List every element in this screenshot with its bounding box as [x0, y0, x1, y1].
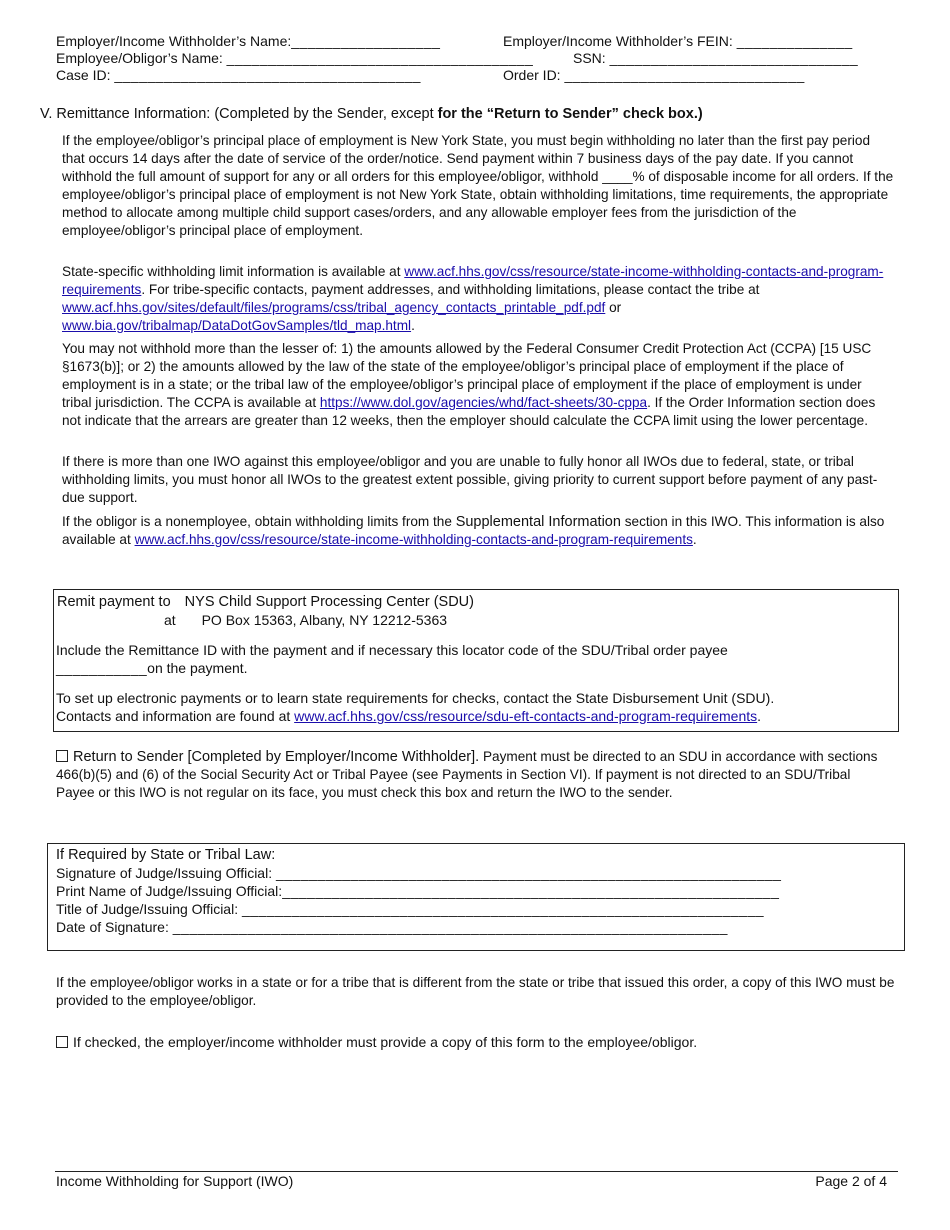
tribal-contacts-link[interactable]: www.acf.hhs.gov/sites/default/files/programs/css/tribal_agency_contacts_printable_pdf.pdf [62, 300, 606, 315]
employer-fein-label: Employer/Income Withholder’s FEIN: [503, 33, 733, 49]
p2-text-b: . For tribe-specific contacts, payment addresses, and withholding limitations, please contact the tribe at [141, 282, 760, 297]
signature-box [47, 843, 905, 951]
footer-page-number: Page 2 of 4 [815, 1173, 887, 1189]
include-remittance-text: on the payment. [147, 660, 248, 676]
ssn-label: SSN: [573, 50, 606, 66]
paragraph-ccpa-limits [62, 340, 894, 430]
p3-text-a: You may not withhold more than the lesser of: 1) the amounts allowed by the Federal Consumer Credit Protection Act (CCPA) [15 USC §1673(b)]; or 2) the amounts allowed by the law of the state of the employee/obligor’s principal place of employment if the place of employment is in a state; or the tribal law of the employee/obligor’s principal place of employment if the place of employment is under tribal jurisdiction. The CCPA is available at [62, 341, 872, 410]
section-v-heading [40, 105, 703, 123]
employer-fein-blank[interactable]: ______________ [736, 33, 853, 49]
return-to-sender-text: Payment must be directed to an SDU in accordance with sections 466(b)(5) and (6) of the Social Security Act or Tribal Payee (see Payments in Section VI). If payment is not directed to an SDU/Tribal Payee or this IWO is not regular on its face, you must check this box and return the IWO to the sender. [56, 749, 878, 800]
date-field [56, 918, 728, 936]
date-blank[interactable]: ___________________________________________________________________ [172, 919, 728, 935]
footer-form-name: Income Withholding for Support (IWO) [56, 1173, 294, 1189]
electronic-text-b: . [757, 708, 762, 724]
electronic-payments-line2 [56, 707, 761, 725]
return-to-sender-section [56, 748, 892, 802]
return-to-sender-label: Return to Sender [Completed by Employer/Income Withholder]. [73, 749, 480, 765]
signature-field [56, 864, 781, 882]
paragraph-nonemployee [62, 513, 894, 549]
include-remittance-line1: Include the Remittance ID with the payment and if necessary this locator code of the SDU/Tribal order payee [56, 642, 728, 658]
case-id-blank[interactable]: _____________________________________ [114, 67, 421, 83]
remit-address: PO Box 15363, Albany, NY 12212-5363 [201, 612, 448, 628]
signature-blank[interactable]: _____________________________________________________________ [275, 865, 782, 881]
copy-checkbox-row [56, 1033, 697, 1051]
return-to-sender-checkbox[interactable] [56, 750, 68, 762]
title-label: Title of Judge/Issuing Official: [56, 901, 239, 917]
section-v-heading-bold: for the “Return to Sender” check box.) [437, 106, 703, 122]
paragraph-new-york-withholding: If the employee/obligor’s principal place of employment is New York State, you must begin withholding no later than the first pay period that occurs 14 days after the date of service of the order/notice. Send payment within 7 business days of the pay date. If you cannot withhold the full amount of support for any or all orders for this employee/obligor, withhold ____% of disposable income for all orders. If the employee/obligor’s principal place of employment is not New York State, obtain withholding limitations, time requirements, the appropriate method to allocate among multiple child support cases/orders, and any allowable employer fees from the jurisdiction of the employee/obligor’s principal place of employment. [62, 133, 894, 238]
ccpa-fact-sheet-link[interactable]: https://www.dol.gov/agencies/whd/fact-sheets/30-cppa [319, 395, 648, 410]
ssn-blank[interactable]: ______________________________ [609, 50, 859, 66]
title-blank[interactable]: _______________________________________________________________ [241, 901, 765, 917]
state-withholding-link[interactable]: www.acf.hhs.gov/css/resource/state-income-withholding-contacts-and-program-requirements [62, 264, 884, 297]
p2-text-c: or [605, 300, 622, 315]
electronic-text-a: Contacts and information are found at [56, 708, 295, 724]
p5-supplemental-info: Supplemental Information [455, 514, 621, 530]
copy-form-checkbox[interactable] [56, 1036, 68, 1048]
case-id-label: Case ID: [56, 67, 111, 83]
p5-text-c: section in this IWO. This information is also available at [62, 514, 885, 547]
employee-name-label: Employee/Obligor’s Name: [56, 50, 223, 66]
tribal-map-link[interactable]: www.bia.gov/tribalmap/DataDotGovSamples/tld_map.html [62, 318, 412, 333]
print-name-blank[interactable]: ____________________________________________________________ [282, 883, 780, 899]
paragraph-state-specific-limits [62, 263, 894, 335]
p5-text-a: If the obligor is a nonemployee, obtain withholding limits from the [62, 514, 456, 529]
title-field [56, 900, 764, 918]
copy-checkbox-label: If checked, the employer/income withholder must provide a copy of this form to the employee/obligor. [73, 1034, 698, 1050]
p3-text-b: . If the Order Information section does not indicate that the arrears are greater than 12 weeks, then the employer should calculate the CCPA limit using the lower percentage. [62, 395, 876, 428]
signature-box-heading: If Required by State or Tribal Law: [56, 847, 276, 863]
include-remittance-line2 [56, 659, 248, 677]
signature-label: Signature of Judge/Issuing Official: [56, 865, 273, 881]
remit-label: Remit payment to [57, 594, 171, 610]
remit-payment-box [53, 589, 899, 732]
order-id-label: Order ID: [503, 67, 561, 83]
p5-text-d: . [692, 532, 697, 547]
electronic-payments-line1: To set up electronic payments or to learn state requirements for checks, contact the State Disbursement Unit (SDU). [56, 690, 775, 706]
remit-payment-line [57, 593, 474, 611]
paragraph-multiple-iwos: If there is more than one IWO against this employee/obligor and you are unable to fully honor all IWOs due to federal, state, or tribal withholding limits, you must honor all IWOs to the greatest extent possible, giving priority to current support before payment of any past-due support. [62, 454, 878, 505]
employer-name-blank[interactable]: __________________ [291, 33, 441, 49]
employee-name-blank[interactable]: _____________________________________ [226, 50, 534, 66]
p2-text-d: . [411, 318, 415, 333]
copy-notice: If the employee/obligor works in a state or for a tribe that is different from the state or tribe that issued this order, a copy of this IWO must be provided to the employee/obligor. [56, 975, 895, 1008]
locator-code-blank[interactable]: ___________ [56, 660, 148, 676]
employer-fein-field [503, 32, 853, 50]
date-label: Date of Signature: [56, 919, 169, 935]
nonemployee-withholding-link[interactable]: www.acf.hhs.gov/css/resource/state-income-withholding-contacts-and-program-requirements [134, 532, 693, 547]
at-label: at [164, 612, 176, 628]
print-name-field [56, 882, 779, 900]
print-name-label: Print Name of Judge/Issuing Official: [56, 883, 283, 899]
employer-name-label: Employer/Income Withholder’s Name: [56, 33, 292, 49]
employer-name-field [56, 32, 440, 50]
section-v-heading-text: V. Remittance Information: (Completed by the Sender, except [40, 106, 438, 122]
employee-name-field [56, 49, 533, 67]
remit-address-line [164, 611, 447, 629]
order-id-field [503, 66, 805, 84]
p2-text-a: State-specific withholding limit information is available at [62, 264, 405, 279]
order-id-blank[interactable]: _____________________________ [564, 67, 805, 83]
case-id-field [56, 66, 421, 84]
ssn-field [573, 49, 858, 67]
remit-to-name: NYS Child Support Processing Center (SDU) [184, 594, 474, 610]
sdu-eft-contacts-link[interactable]: www.acf.hhs.gov/css/resource/sdu-eft-contacts-and-program-requirements [294, 708, 758, 724]
